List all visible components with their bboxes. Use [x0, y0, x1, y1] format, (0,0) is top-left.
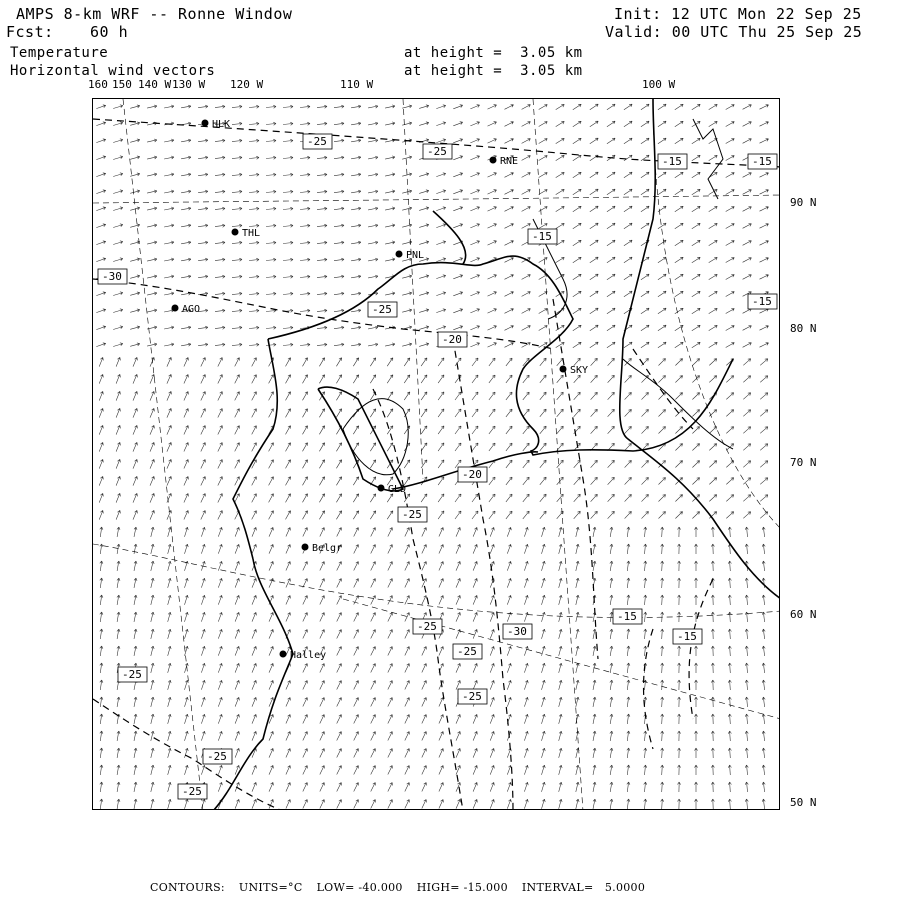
field-temperature-height: at height = 3.05 km [404, 45, 583, 61]
contour-label: -25 [462, 690, 482, 703]
map-canvas [93, 99, 780, 810]
contour-low: LOW= -40.000 [316, 881, 403, 894]
station-label-thl: THL [242, 228, 261, 239]
wind-arrows [96, 104, 768, 809]
contour-label: -25 [372, 303, 392, 316]
lon-label-120: 120 W [230, 78, 264, 91]
station-dot-pnl[interactable] [396, 251, 403, 258]
contour-label: -15 [617, 610, 637, 623]
init-time: Init: 12 UTC Mon 22 Sep 25 [614, 5, 862, 23]
contour-label: -25 [122, 668, 142, 681]
station-label-gld: GLD [388, 484, 407, 495]
map-title: AMPS 8-km WRF -- Ronne Window [16, 5, 293, 23]
lon-label-100: 100 W [642, 78, 676, 91]
contour-label: -15 [752, 155, 772, 168]
station-label-ago: AGO [182, 304, 201, 315]
contour-label: -25 [402, 508, 422, 521]
contour-label: -30 [507, 625, 527, 638]
station-dot-gld[interactable] [378, 485, 385, 492]
contour-high: HIGH= -15.000 [416, 881, 508, 894]
field-wind: Horizontal wind vectors [10, 63, 216, 79]
station-label-belgr: Belgr [312, 543, 343, 554]
lon-label-110: 110 W [340, 78, 374, 91]
contour-label: -25 [427, 145, 447, 158]
contour-legend [150, 881, 659, 894]
field-temperature: Temperature [10, 45, 109, 61]
lat-label-90: 90 N [790, 196, 817, 209]
station-label-pnl: PNL [406, 250, 425, 261]
contour-label: -15 [532, 230, 552, 243]
graticule [93, 99, 780, 810]
valid-time: Valid: 00 UTC Thu 25 Sep 25 [605, 23, 863, 41]
contour-label: -25 [207, 750, 227, 763]
contour-label: -25 [417, 620, 437, 633]
contour-units-label: CONTOURS: [150, 881, 225, 894]
lon-label-160: 160 [88, 78, 108, 91]
contour-label: -25 [182, 785, 202, 798]
forecast-value: 60 h [90, 23, 129, 41]
contour-label: -15 [662, 155, 682, 168]
map-plot-area[interactable] [92, 98, 780, 810]
contour-label: -15 [752, 295, 772, 308]
forecast-label: Fcst: [6, 23, 54, 41]
station-dot-sky[interactable] [560, 366, 567, 373]
station-dot-thl[interactable] [232, 229, 239, 236]
contour-interval: INTERVAL= 5.0000 [521, 881, 646, 894]
station-dot-halley[interactable] [280, 651, 287, 658]
lat-label-80: 80 N [790, 322, 817, 335]
contour-label: -20 [462, 468, 482, 481]
contour-label: -25 [307, 135, 327, 148]
lat-label-70: 70 N [790, 456, 817, 469]
coastline [213, 99, 780, 810]
station-label-sky: SKY [570, 365, 589, 376]
contour-units: UNITS=°C [238, 881, 303, 894]
contour-labels [98, 134, 777, 799]
lon-label-140: 140 W [138, 78, 172, 91]
station-label-halley: Halley [290, 650, 327, 661]
lat-label-60: 60 N [790, 608, 817, 621]
wind-vector-field [96, 104, 768, 809]
lon-label-130: 130 W [172, 78, 206, 91]
field-wind-height: at height = 3.05 km [404, 63, 583, 79]
contour-label: -30 [102, 270, 122, 283]
station-label-rne: RNE [500, 156, 519, 167]
lon-label-150: 150 [112, 78, 132, 91]
contour-label: -20 [442, 333, 462, 346]
station-dot-ago[interactable] [172, 305, 179, 312]
station-dot-rne[interactable] [490, 157, 497, 164]
temperature-contours [93, 119, 780, 810]
contour-label: -25 [457, 645, 477, 658]
station-dot-hlk[interactable] [202, 120, 209, 127]
station-label-hlk: HLK [212, 119, 231, 130]
lat-label-50: 50 N [790, 796, 817, 809]
contour-label: -15 [677, 630, 697, 643]
station-dot-belgr[interactable] [302, 544, 309, 551]
